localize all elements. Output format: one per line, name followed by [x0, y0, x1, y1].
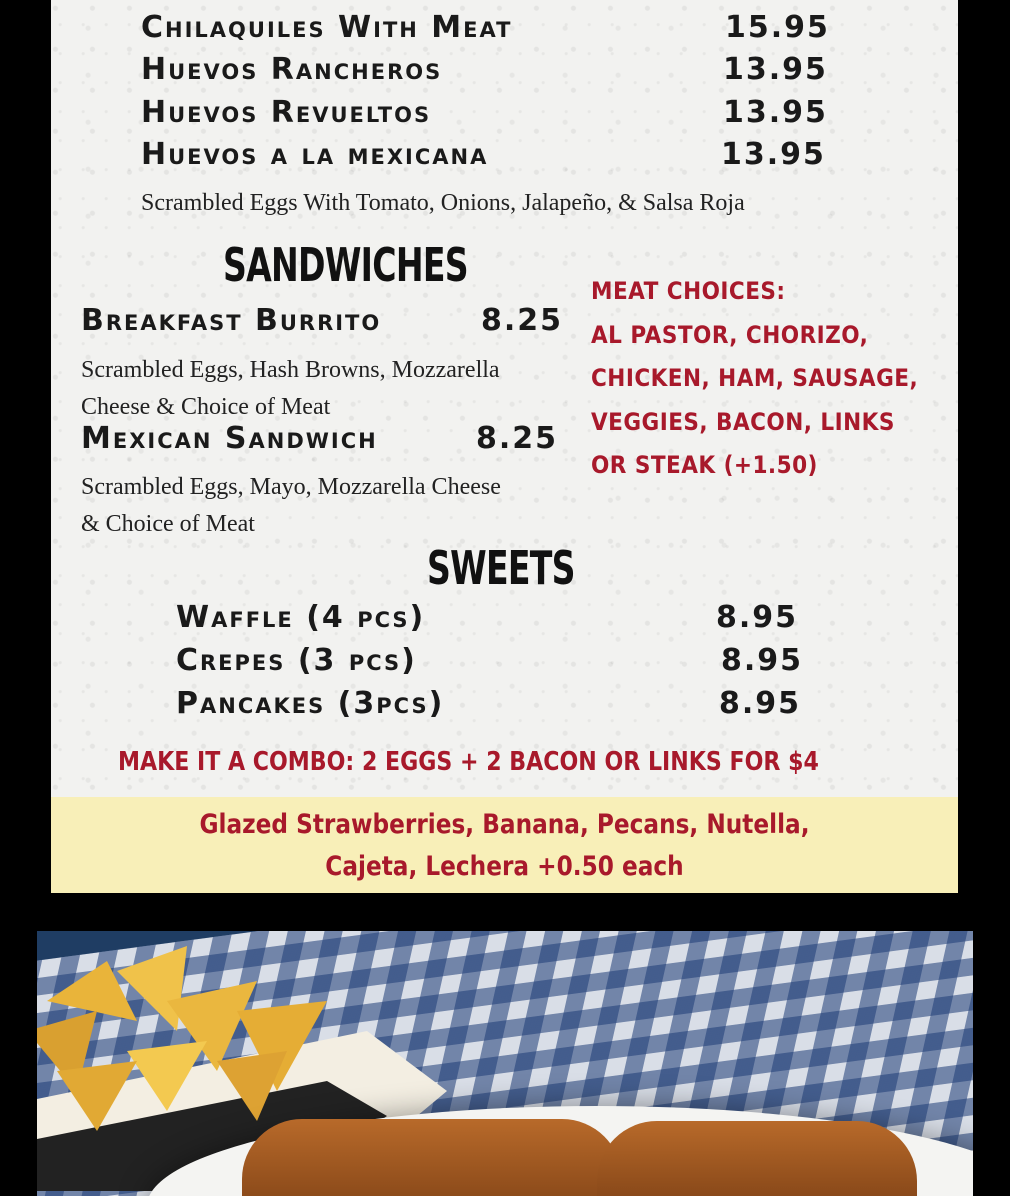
meat-choices-line: OR STEAK (+1.50) — [591, 451, 818, 479]
item-description: Scrambled Eggs, Mayo, Mozzarella Cheese — [81, 474, 501, 500]
item-description: Cheese & Choice of Meat — [81, 394, 331, 420]
meat-choices-line: CHICKEN, HAM, SAUSAGE, — [591, 364, 919, 392]
menu-board — [51, 0, 958, 893]
item-price: 15.95 — [725, 10, 830, 45]
meat-choices-line: VEGGIES, BACON, LINKS — [591, 407, 895, 436]
section-heading-sweets: SWEETS — [427, 541, 575, 595]
item-description: Scrambled Eggs, Hash Browns, Mozzarella — [81, 357, 500, 383]
item-name: Huevos a la mexicana — [141, 137, 489, 172]
toppings-line: Cajeta, Lechera +0.50 each — [325, 851, 684, 882]
item-price: 13.95 — [723, 52, 828, 87]
item-name: Breakfast Burrito — [81, 303, 382, 338]
item-description: & Choice of Meat — [81, 511, 255, 537]
item-price: 8.95 — [721, 643, 804, 678]
item-name: Crepes (3 pcs) — [176, 643, 417, 678]
item-price: 8.95 — [716, 600, 799, 635]
meat-choices — [591, 270, 918, 488]
item-price: 13.95 — [721, 137, 826, 172]
food-photo — [37, 931, 973, 1196]
item-price: 8.25 — [476, 421, 559, 456]
item-price: 8.25 — [481, 303, 564, 338]
meat-choices-line: AL PASTOR, CHORIZO, — [591, 320, 869, 349]
item-name: Mexican Sandwich — [81, 421, 378, 456]
item-name: Huevos Revueltos — [141, 95, 432, 130]
section-heading-sandwiches: SANDWICHES — [223, 238, 468, 292]
sandwich-bread-right — [597, 1121, 917, 1196]
combo-note: MAKE IT A COMBO: 2 EGGS + 2 BACON OR LINKS FOR $4 — [118, 747, 819, 777]
item-price: 13.95 — [723, 95, 828, 130]
item-name: Chilaquiles With Meat — [141, 10, 513, 45]
item-name: Waffle (4 pcs) — [176, 600, 426, 635]
meat-choices-line: MEAT CHOICES: — [591, 277, 786, 305]
toppings-line: Glazed Strawberries, Banana, Pecans, Nutella, — [199, 809, 810, 840]
item-description: Scrambled Eggs With Tomato, Onions, Jalapeño, & Salsa Roja — [141, 190, 745, 216]
item-price: 8.95 — [719, 686, 802, 721]
toppings-banner — [51, 797, 958, 893]
item-name: Pancakes (3pcs) — [176, 686, 445, 721]
item-name: Huevos Rancheros — [141, 52, 443, 87]
sandwich-bread-left — [242, 1119, 622, 1196]
